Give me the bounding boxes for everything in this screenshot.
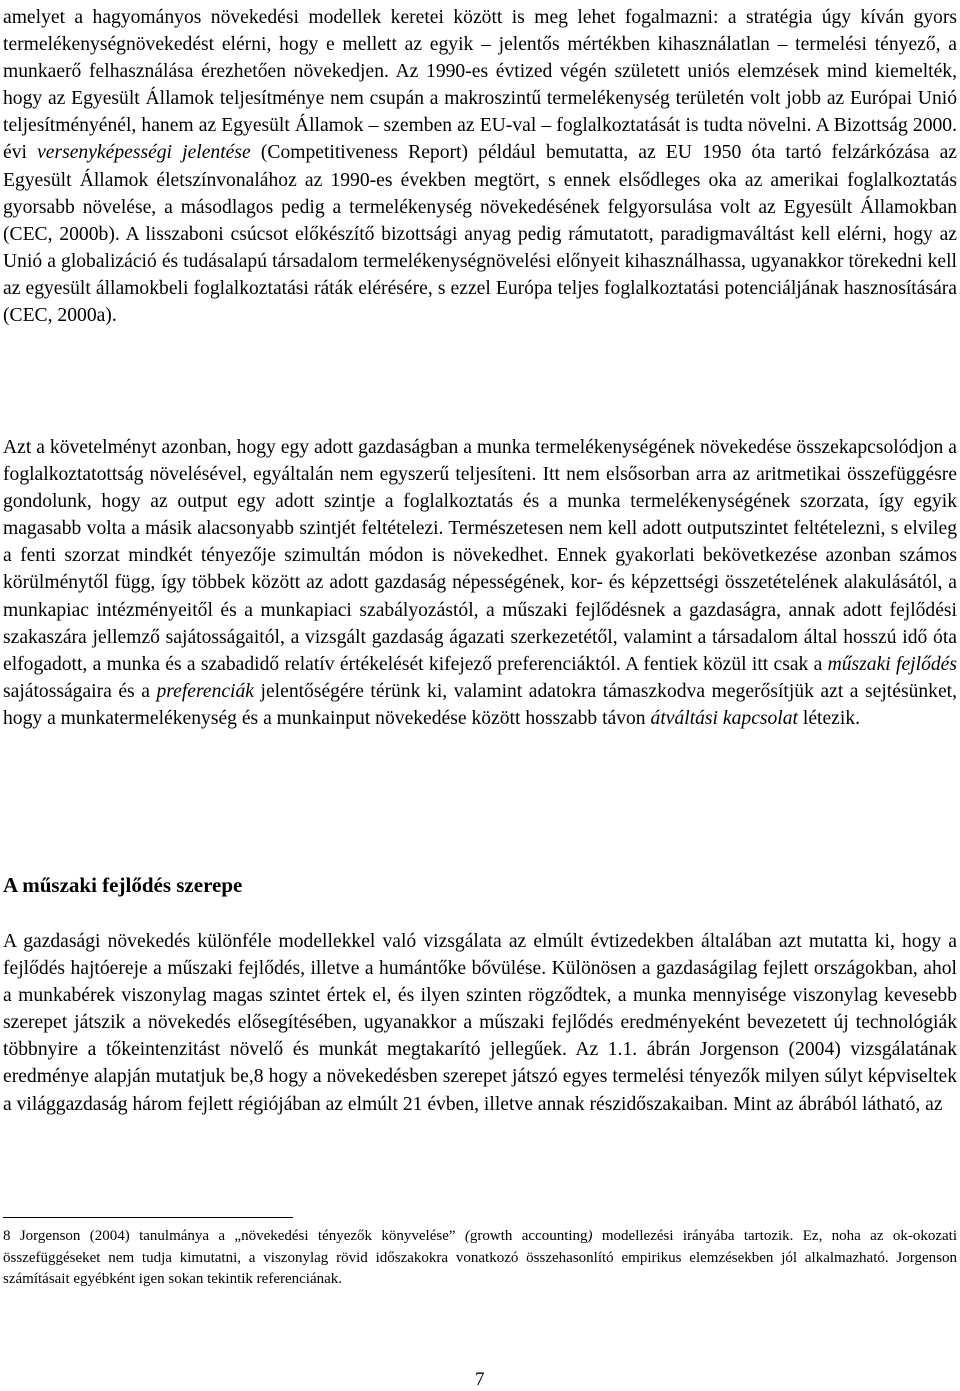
- text-run: jelentőségére térünk ki, valamint adatokra támaszkodva megerősítjük azt a sejtésünket, hogy a munkatermelékenység és a munkainput növekedése között hosszabb távon: [3, 680, 957, 729]
- italic-term: versenyképességi jelentése: [37, 142, 251, 164]
- body-paragraph-2: [3, 434, 957, 732]
- italic-paren: ): [587, 1228, 593, 1244]
- text-run: sajátosságaira és a: [3, 680, 157, 702]
- body-paragraph-3: A gazdasági növekedés különféle modellekkel való vizsgálata az elmúlt évtizedekben általában azt mutatta ki, hogy a fejlődés hajtóereje a műszaki fejlődés, illetve a humántőke bővülése. Különösen a gazdaságilag fejlett országokban, ahol a munkabérek viszonylag magas szintet értek el, és ilyen szinten rögződtek, a munka mennyisége viszonylag kevesebb szerepet játszik a növekedés elősegítésében, ugyanakkor a műszaki fejlődés eredményeként bevezetett új technológiák többnyire a tőkeintenzitást növelő és munkát megtakarító jellegűek. Az 1.1. ábrán Jorgenson (2004) vizsgálatának eredménye alapján mutatjuk be,8 hogy a növekedésben szerepet játszó egyes termelési tényezők milyen súlyt képviseltek a világgazdaság három fejlett régiójában az elmúlt 21 évben, illetve annak részidőszakaiban. Mint az ábrából látható, az: [3, 931, 957, 1115]
- text-run: (Competitiveness Report) például bemutatta, az EU 1950 óta tartó felzárkózása az Egyesült Államok életszínvonalához az 1990-es években megtört, s ennek elsődleges oka az amerikai foglalkoztatás gyorsabb növelése, a másodlagos pedig a termelékenység növekedésének felgyorsulása volt az Egyesült Államokban (CEC, 2000b). A lisszaboni csúcsot előkészítő bizottsági anyag pedig rámutatott, paradigmaváltást kell elérni, hogy az Unió a globalizáció és tudásalapú társadalom termelékenységnövelési előnyeit kihasználhassa, ugyanakkor törekedni kell az egyesült államokbeli foglalkoztatási ráták elérésére, s ezzel Európa teljes foglalkoztatási potenciáljának hasznosítására (CEC, 2000a).: [3, 142, 957, 327]
- footnote-separator: [3, 1217, 293, 1218]
- italic-term: átváltási kapcsolat: [650, 707, 798, 729]
- text-run: 8 Jorgenson (2004) tanulmánya a „növekedési tényezők könyvelése”: [3, 1228, 465, 1244]
- text-run: growth accounting: [469, 1228, 588, 1244]
- page-number: 7: [475, 1369, 485, 1390]
- text-run: amelyet a hagyományos növekedési modellek keretei között is meg lehet fogalmazni: a stratégia úgy kíván gyors termelékenységnövekedést elérni, hogy e mellett az egyik – jelentős mértékben kihasználatlan – termelési tényező, a munkaerő felhasználása érezhetően növekedjen. Az 1990-es évtized végén született uniós elemzések mind kiemelték, hogy az Egyesült Államok teljesítménye nem csupán a makroszintű termelékenység területén volt jobb az Európai Unió teljesítményénél, hanem az Egyesült Államok – szemben az EU-val – foglalkoztatását is tudta növelni. A Bizottság 2000. évi: [3, 7, 957, 164]
- text-run: modellezési irányába tartozik. Ez, noha az ok-okozati összefüggéseket nem tudja kimutatni, a viszonylag rövid időszakokra vonatkozó összehasonlító empirikus elemzésekben jól alkalmazható. Jorgenson számításait egyébként igen sokan tekintik referenciának.: [3, 1228, 957, 1288]
- italic-term: preferenciák: [156, 680, 254, 702]
- text-run: létezik.: [798, 707, 861, 729]
- text-run: Azt a követelményt azonban, hogy egy adott gazdaságban a munka termelékenységének növekedése összekapcsolódjon a foglalkoztatottság növelésével, egyáltalán nem egyszerű teljesíteni. Itt nem elsősorban arra az aritmetikai összefüggésre gondolunk, hogy az output egy adott szintje a foglalkoztatás és a munka termelékenységének szorzata, így egyik magasabb volta a másik alacsonyabb szintjét feltételezi. Természetesen nem kell adott outputszintet feltételezni, s elvileg a fenti szorzat mindkét tényezője szimultán módon is növekedhet. Ennek gyakorlati bekövetkezése azonban számos körülménytől függ, így többek között az adott gazdaság népességének, kor- és képzettségi összetételének alakulásától, a munkapiac intézményeitől és a munkapiaci szabályozástól, a műszaki fejlődésnek a gazdaságra, annak adott fejlődési szakaszára jellemző sajátosságaitól, a vizsgált gazdaság ágazati szerkezetétől, valamint a társadalom által hosszú idő óta elfogadott, a munka és a szabadidő relatív értékelését kifejező preferenciáktól. A fentiek közül itt csak a: [3, 437, 957, 675]
- italic-term: műszaki fejlődés: [827, 653, 957, 675]
- italic-paren: (: [464, 1228, 470, 1244]
- section-heading: A műszaki fejlődés szerepe: [3, 873, 243, 897]
- footnote-8: [3, 1226, 957, 1291]
- body-paragraph-1: [3, 4, 957, 329]
